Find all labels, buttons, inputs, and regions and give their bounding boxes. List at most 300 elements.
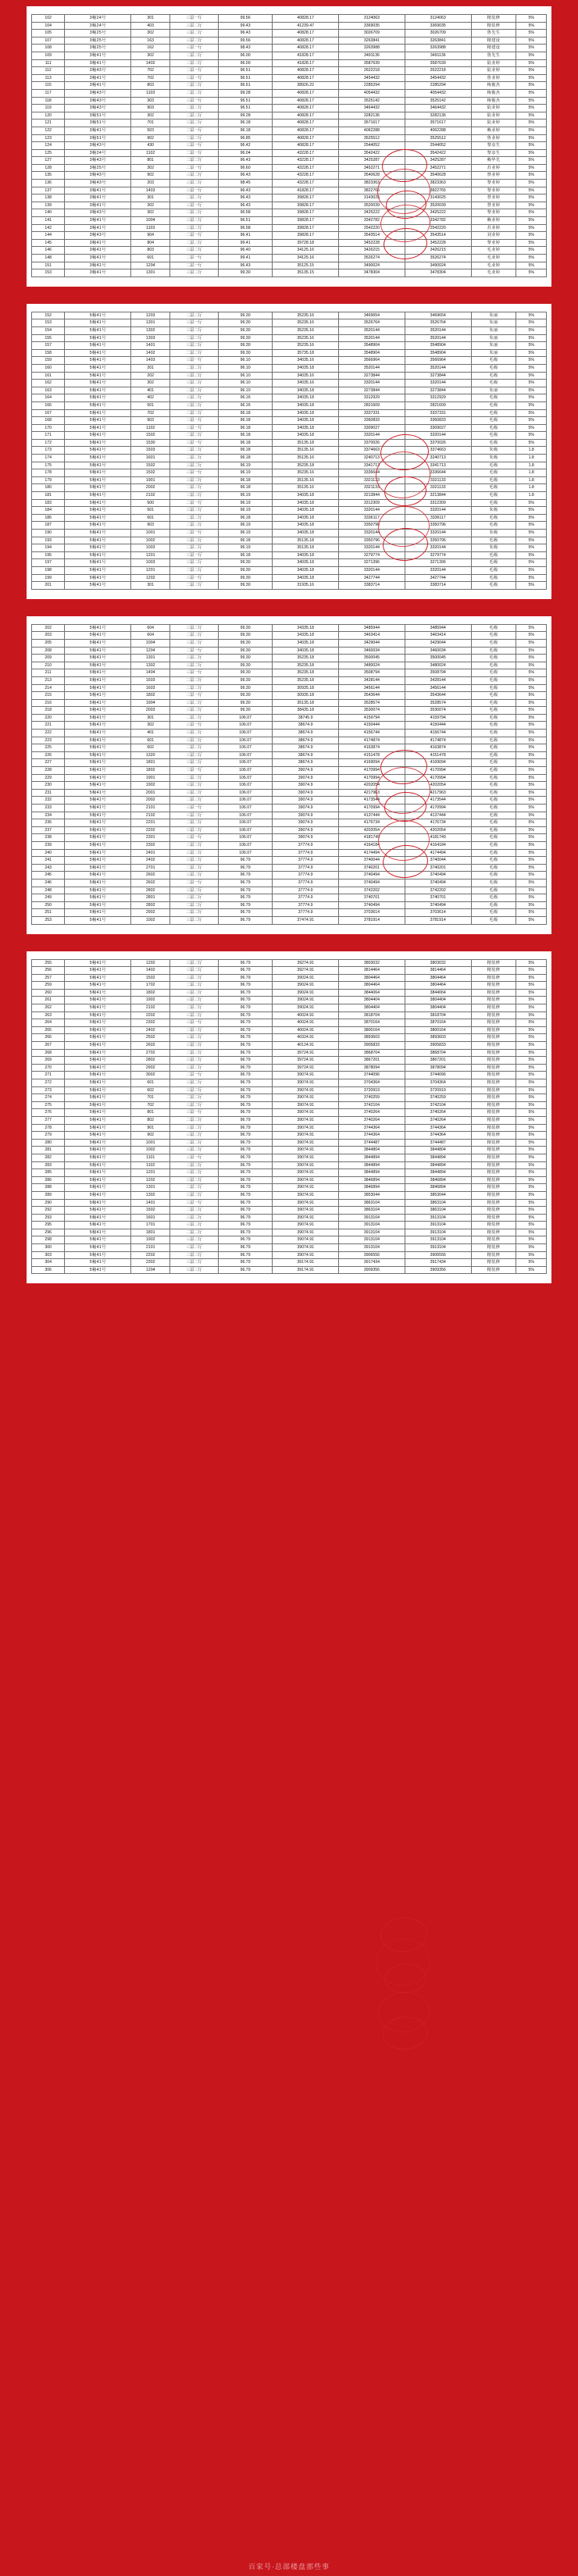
table-cell: 5幢41号 [65, 544, 131, 552]
table-cell: 4137444 [339, 812, 405, 819]
table-cell: 216 [32, 699, 65, 707]
table-cell: 1802 [131, 989, 170, 997]
table-cell: 3740264 [405, 1116, 471, 1124]
table-row [32, 959, 547, 967]
table-cell: 三层二厅 [170, 730, 219, 737]
table-cell: 3846894 [405, 1184, 471, 1192]
table-cell: 3548904 [405, 342, 471, 350]
table-row [32, 632, 547, 640]
table-cell: 5幢41号 [65, 974, 131, 982]
table-cell: 5% [516, 349, 547, 357]
table-cell: 96.18 [218, 127, 272, 134]
table-cell: 43228.17 [273, 180, 339, 187]
table-cell: 35235.18 [273, 655, 339, 662]
table-cell: 99.30 [218, 632, 272, 640]
table-cell: 精装修 [471, 1199, 516, 1207]
table-cell: 430 [131, 142, 170, 150]
table-cell: 三层二厅 [170, 30, 219, 37]
table-row [32, 872, 547, 879]
table-row [32, 655, 547, 662]
table-cell: 精装修 [471, 1064, 516, 1072]
table-cell: 34035.18 [273, 639, 339, 647]
table-row [32, 1176, 547, 1184]
table-cell: 2302 [131, 841, 170, 849]
table-cell: 3336117 [405, 514, 471, 522]
table-cell: 300 [32, 1244, 65, 1252]
table-cell: 3844804 [405, 1147, 471, 1154]
table-cell: 毛级 [471, 537, 516, 544]
table-cell: 5% [516, 1042, 547, 1050]
table-cell: 39074.9 [273, 782, 339, 790]
table-cell: 96.79 [218, 1124, 272, 1132]
table-cell: 104 [32, 22, 65, 30]
table-cell: 96.41 [218, 232, 272, 240]
table-row [32, 120, 547, 127]
table-cell: 4054432 [339, 89, 405, 97]
table-cell: 三层二厅 [170, 394, 219, 402]
table-cell: 5% [516, 707, 547, 715]
table-cell: 5% [516, 639, 547, 647]
table-cell: 精装修 [471, 1049, 516, 1057]
table-cell: 228 [32, 767, 65, 775]
table-cell: 99.30 [218, 624, 272, 632]
table-cell: 5幢41号 [65, 401, 131, 409]
table-cell: 5幢41号 [65, 522, 131, 530]
table-cell: 96.19 [218, 544, 272, 552]
table-cell: 5幢41号 [65, 967, 131, 975]
table-cell: 5幢41号 [65, 1236, 131, 1244]
table-cell: 3543644 [339, 692, 405, 700]
table-cell: 248 [32, 887, 65, 894]
table-cell: 4054432 [405, 89, 471, 97]
table-cell: 99.30 [218, 566, 272, 574]
table-cell: 5% [516, 662, 547, 669]
table-cell: 3520039 [339, 202, 405, 209]
table-cell: 2102 [131, 812, 170, 819]
table-cell: 二层一厅 [170, 149, 219, 157]
table-cell: 三层二厅 [170, 1236, 219, 1244]
table-cell: 3878094 [339, 1064, 405, 1072]
table-cell: 35235.16 [273, 319, 339, 327]
table-cell: 3491136 [339, 52, 405, 59]
table-cell: 43228.17 [273, 149, 339, 157]
table-cell: 精装修 [471, 1214, 516, 1222]
table-cell: 5% [516, 1229, 547, 1236]
table-cell: 3312929 [339, 394, 405, 402]
table-row [32, 841, 547, 849]
table-cell: 精装修 [471, 1057, 516, 1065]
table-row [32, 499, 547, 507]
table-cell: 37774.9 [273, 864, 339, 872]
table-cell: 181 [32, 492, 65, 500]
table-cell: 3312309 [339, 499, 405, 507]
table-cell: 4156744 [339, 730, 405, 737]
table-cell: 96.79 [218, 864, 272, 872]
table-cell: 5% [516, 37, 547, 45]
table-cell: 5% [516, 1244, 547, 1252]
table-cell: 197 [32, 559, 65, 567]
table-cell: 二层二厅 [170, 684, 219, 692]
table-cell: 二层二厅 [170, 566, 219, 574]
table-cell: 5% [516, 180, 547, 187]
table-cell: 3913104 [405, 1229, 471, 1236]
table-cell: 三层二厅 [170, 1147, 219, 1154]
table-cell: 96.79 [218, 989, 272, 997]
table-cell: 1503 [131, 676, 170, 684]
table-cell: 277 [32, 1116, 65, 1124]
table-cell: 195 [32, 551, 65, 559]
table-cell: 801 [131, 157, 170, 165]
table-cell: 96.79 [218, 1259, 272, 1267]
table-cell: 3幢41号 [65, 194, 131, 202]
table-cell: 702 [131, 74, 170, 82]
table-cell: 2602 [131, 872, 170, 879]
table-cell: 二层二厅 [170, 89, 219, 97]
table-cell: 96.16 [218, 394, 272, 402]
table-row [32, 67, 547, 75]
table-cell: 39074.9 [273, 812, 339, 819]
table-cell: 3321133 [405, 476, 471, 484]
table-cell: 3273844 [339, 387, 405, 394]
table-cell: 269 [32, 1057, 65, 1065]
table-cell: 2002 [131, 484, 170, 492]
table-cell: 5% [516, 401, 547, 409]
table-cell: 1.8 [516, 447, 547, 455]
table-cell: 30935.18 [273, 684, 339, 692]
table-cell: 精装修 [471, 997, 516, 1004]
table-cell: 34035.16 [273, 380, 339, 387]
table-cell: 三层二厅 [170, 380, 219, 387]
table-cell: 三层二厅 [170, 974, 219, 982]
table-cell: 295 [32, 1222, 65, 1229]
table-cell: 朱丽 [471, 349, 516, 357]
table-cell: 96.79 [218, 916, 272, 924]
table-cell: 96.79 [218, 1191, 272, 1199]
table-cell: 5幢41号 [65, 1011, 131, 1019]
table-cell: 毛级 [471, 409, 516, 417]
table-cell: 3846894 [405, 1176, 471, 1184]
table-cell: 96.43 [218, 187, 272, 194]
table-cell: 5幢41号 [65, 997, 131, 1004]
table-cell: 精装修 [471, 1251, 516, 1259]
table-cell: 3853044 [339, 1191, 405, 1199]
table-cell: 4159794 [339, 714, 405, 722]
table-cell: 3240713 [405, 455, 471, 462]
table-cell: 5幢41号 [65, 797, 131, 805]
table-cell: 2201 [131, 819, 170, 827]
table-cell: 三层二厅 [170, 269, 219, 277]
table-cell: 5幢41号 [65, 692, 131, 700]
table-cell: 二层二厅 [170, 209, 219, 217]
table-cell: 毛级 [471, 774, 516, 782]
table-cell: 40324.91 [273, 1034, 339, 1042]
table-cell: 三层二厅 [170, 1079, 219, 1087]
table-cell: 39074.9 [273, 805, 339, 812]
table-cell: 朱级 [471, 507, 516, 515]
table-cell: 1102 [131, 424, 170, 432]
table-cell: 115 [32, 82, 65, 90]
table-cell: 毛级 [471, 655, 516, 662]
table-cell: 35135.16 [273, 484, 339, 492]
table-cell: 5幢41号 [65, 1222, 131, 1229]
table-cell: 2101 [131, 1244, 170, 1252]
table-cell: 2401 [131, 849, 170, 857]
table-cell: 96.79 [218, 1072, 272, 1079]
table-cell: 5% [516, 1101, 547, 1109]
table-cell: 227 [32, 759, 65, 767]
table-cell: 3幢41号 [65, 217, 131, 225]
table-cell: 3490024 [339, 262, 405, 269]
sheet-stack [0, 6, 578, 1283]
table-cell: 96.51 [218, 74, 272, 82]
table-cell: 39174.91 [273, 1259, 339, 1267]
table-cell: 5幢41号 [65, 982, 131, 990]
table-cell: 3543514 [339, 232, 405, 240]
table-cell: 35135.18 [273, 537, 339, 544]
table-cell: 二层二厅 [170, 387, 219, 394]
table-cell: 106.07 [218, 774, 272, 782]
table-row [32, 1101, 547, 1109]
table-cell: 4170994 [339, 767, 405, 775]
table-cell: 99.28 [218, 112, 272, 120]
table-cell: 3426215 [339, 247, 405, 255]
table-cell: 96.18 [218, 476, 272, 484]
table-cell: 5% [516, 1251, 547, 1259]
table-cell: 3893603 [405, 1034, 471, 1042]
table-cell: 5幢41号 [65, 1086, 131, 1094]
table-cell: 34035.18 [273, 522, 339, 530]
table-cell: 35235.16 [273, 334, 339, 342]
table-cell: 39074.91 [273, 1124, 339, 1132]
table-cell: 3703614 [405, 909, 471, 917]
table-cell: 二层二厅 [170, 157, 219, 165]
table-cell: 5% [516, 684, 547, 692]
table-cell: 二层二厅 [170, 982, 219, 990]
table-row [32, 1109, 547, 1117]
table-cell: 5幢41号 [65, 639, 131, 647]
table-row [32, 887, 547, 894]
table-cell: 5幢41号 [65, 1147, 131, 1154]
table-cell: 239 [32, 841, 65, 849]
table-cell: 1302 [131, 1191, 170, 1199]
table-cell: 3320144 [339, 544, 405, 552]
table-cell: 1502 [131, 462, 170, 469]
table-cell: 3704364 [339, 1079, 405, 1087]
table-cell: 4163874 [405, 744, 471, 752]
table-cell: 三层一厅 [170, 439, 219, 447]
table-cell: 3867201 [405, 1057, 471, 1065]
table-cell: 231 [32, 789, 65, 797]
table-cell: 精装修 [471, 22, 516, 30]
table-cell: 96.19 [218, 492, 272, 500]
table-cell: 286 [32, 1176, 65, 1184]
table-cell: 602 [131, 1086, 170, 1094]
table-cell: 毛级 [471, 424, 516, 432]
table-cell: 毛级 [471, 894, 516, 902]
table-cell: 3491136 [405, 52, 471, 59]
table-cell: 3744364 [339, 1124, 405, 1132]
table-cell: 3804404 [405, 1004, 471, 1012]
table-row [32, 805, 547, 812]
table-cell: 1502 [131, 432, 170, 440]
table-cell: 3幢43号 [65, 97, 131, 105]
table-cell: 1.8 [516, 492, 547, 500]
table-cell: 2402 [131, 857, 170, 865]
table-cell: 2502 [131, 1034, 170, 1042]
table-cell: 99.30 [218, 582, 272, 590]
table-cell: 精装修 [471, 1176, 516, 1184]
table-cell: 3幢43号 [65, 232, 131, 240]
table-cell: 288 [32, 1184, 65, 1192]
table-cell: 精装修 [471, 1244, 516, 1252]
table-cell: 96.18 [218, 424, 272, 432]
table-cell: 1402 [131, 349, 170, 357]
table-cell: 3870164 [339, 1019, 405, 1027]
table-row [32, 1236, 547, 1244]
table-row [32, 82, 547, 90]
table-row [32, 1154, 547, 1161]
table-cell: 2202 [131, 1011, 170, 1019]
table-cell: 精装修 [471, 1259, 516, 1267]
table-cell: 40828.17 [273, 45, 339, 52]
table-cell: 230 [32, 782, 65, 790]
table-cell: 毛级 [471, 887, 516, 894]
table-cell: 3704364 [405, 1079, 471, 1087]
table-cell: 精装修 [471, 1154, 516, 1161]
table-cell: 106.07 [218, 819, 272, 827]
table-cell: 39074.91 [273, 1214, 339, 1222]
table-cell: 34035.16 [273, 357, 339, 365]
table-cell: 3548904 [339, 342, 405, 350]
table-cell: 1202 [131, 574, 170, 582]
table-cell: 96.43 [218, 202, 272, 209]
table-cell: 三层二厅 [170, 37, 219, 45]
table-cell: 梅俊杰 [471, 82, 516, 90]
table-row [32, 164, 547, 172]
table-row [32, 864, 547, 872]
table-cell: 153 [32, 269, 65, 277]
table-cell: 5% [516, 797, 547, 805]
table-row [32, 432, 547, 440]
table-cell: 1202 [131, 959, 170, 967]
table-cell: 5% [516, 409, 547, 417]
table-cell: 3374663 [339, 447, 405, 455]
table-cell: 2302 [131, 1259, 170, 1267]
table-row [32, 1064, 547, 1072]
table-cell: 5幢41号 [65, 1132, 131, 1140]
table-cell: 5% [516, 894, 547, 902]
table-cell: 3905833 [339, 1042, 405, 1050]
table-cell: 3740494 [339, 901, 405, 909]
table-cell: 250 [32, 901, 65, 909]
table-cell: 5幢41号 [65, 439, 131, 447]
table-cell: 38745.9 [273, 714, 339, 722]
table-cell: 5% [516, 269, 547, 277]
table-cell: 三层一厅 [170, 1154, 219, 1161]
table-row [32, 767, 547, 775]
table-cell: 梅俊杰 [471, 89, 516, 97]
table-row [32, 89, 547, 97]
table-cell: 31935.16 [273, 582, 339, 590]
table-cell: 272 [32, 1079, 65, 1087]
table-cell: 99.56 [218, 15, 272, 23]
table-cell: 3456144 [339, 684, 405, 692]
table-row [32, 74, 547, 82]
table-cell: 261 [32, 997, 65, 1004]
table-cell: 精装修 [471, 1109, 516, 1117]
table-cell: 3566964 [339, 357, 405, 365]
table-cell: 1004 [131, 639, 170, 647]
table-cell: 5幢41号 [65, 624, 131, 632]
table-cell: 39074.9 [273, 789, 339, 797]
table-cell: 34125.16 [273, 247, 339, 255]
table-cell: 4150444 [405, 722, 471, 730]
table-cell: 2301 [131, 834, 170, 842]
table-cell: 37774.9 [273, 887, 339, 894]
table-cell: 99.30 [218, 639, 272, 647]
table-cell: 1.8 [516, 455, 547, 462]
table-cell: 96.79 [218, 1057, 272, 1065]
table-cell: 1301 [131, 269, 170, 277]
table-row [32, 544, 547, 552]
table-cell: 5% [516, 1139, 547, 1147]
table-cell: 3800164 [339, 1026, 405, 1034]
table-cell: 5% [516, 849, 547, 857]
table-cell: 三层一厅 [170, 1109, 219, 1117]
table-row [32, 551, 547, 559]
table-cell: 4174874 [405, 737, 471, 744]
table-cell: 3913104 [405, 1222, 471, 1229]
table-row [32, 1057, 547, 1065]
table-cell: 240 [32, 849, 65, 857]
table-cell: 3428144 [339, 676, 405, 684]
table-cell: 96.51 [218, 82, 272, 90]
table-cell: 三层二厅 [170, 1259, 219, 1267]
table-cell: 5% [516, 1011, 547, 1019]
table-cell: 121 [32, 120, 65, 127]
table-row [32, 1161, 547, 1169]
table-cell: 5幢41号 [65, 1049, 131, 1057]
table-cell: 3263841 [405, 37, 471, 45]
table-cell: 毛级 [471, 522, 516, 530]
table-cell: 1601 [131, 455, 170, 462]
table-cell: 701 [131, 1094, 170, 1102]
table-cell: 39024.91 [273, 989, 339, 997]
table-cell: 3528574 [405, 699, 471, 707]
table-cell: 35235.18 [273, 676, 339, 684]
table-cell: 4170994 [405, 774, 471, 782]
table-cell: 34035.18 [273, 417, 339, 425]
table-cell: 3360833 [405, 417, 471, 425]
table-cell: 5% [516, 1026, 547, 1034]
table-row [32, 157, 547, 165]
table-cell: 精装修 [471, 967, 516, 975]
table-cell: 赖华先 [471, 157, 516, 165]
table-cell: 106.07 [218, 812, 272, 819]
table-cell: 3026709 [405, 30, 471, 37]
table-cell: 34035.18 [273, 551, 339, 559]
table-cell: 39074.9 [273, 767, 339, 775]
table-cell: 5% [516, 59, 547, 67]
table-cell: 3374663 [405, 447, 471, 455]
table-cell: 96.43 [218, 157, 272, 165]
table-cell: 5幢41号 [65, 1169, 131, 1177]
table-cell: 毛业婷 [471, 247, 516, 255]
table-cell: 三层一厅 [170, 187, 219, 194]
table-cell: 朱级 [471, 455, 516, 462]
table-cell: 39074.91 [273, 1086, 339, 1094]
table-cell: 904 [131, 232, 170, 240]
